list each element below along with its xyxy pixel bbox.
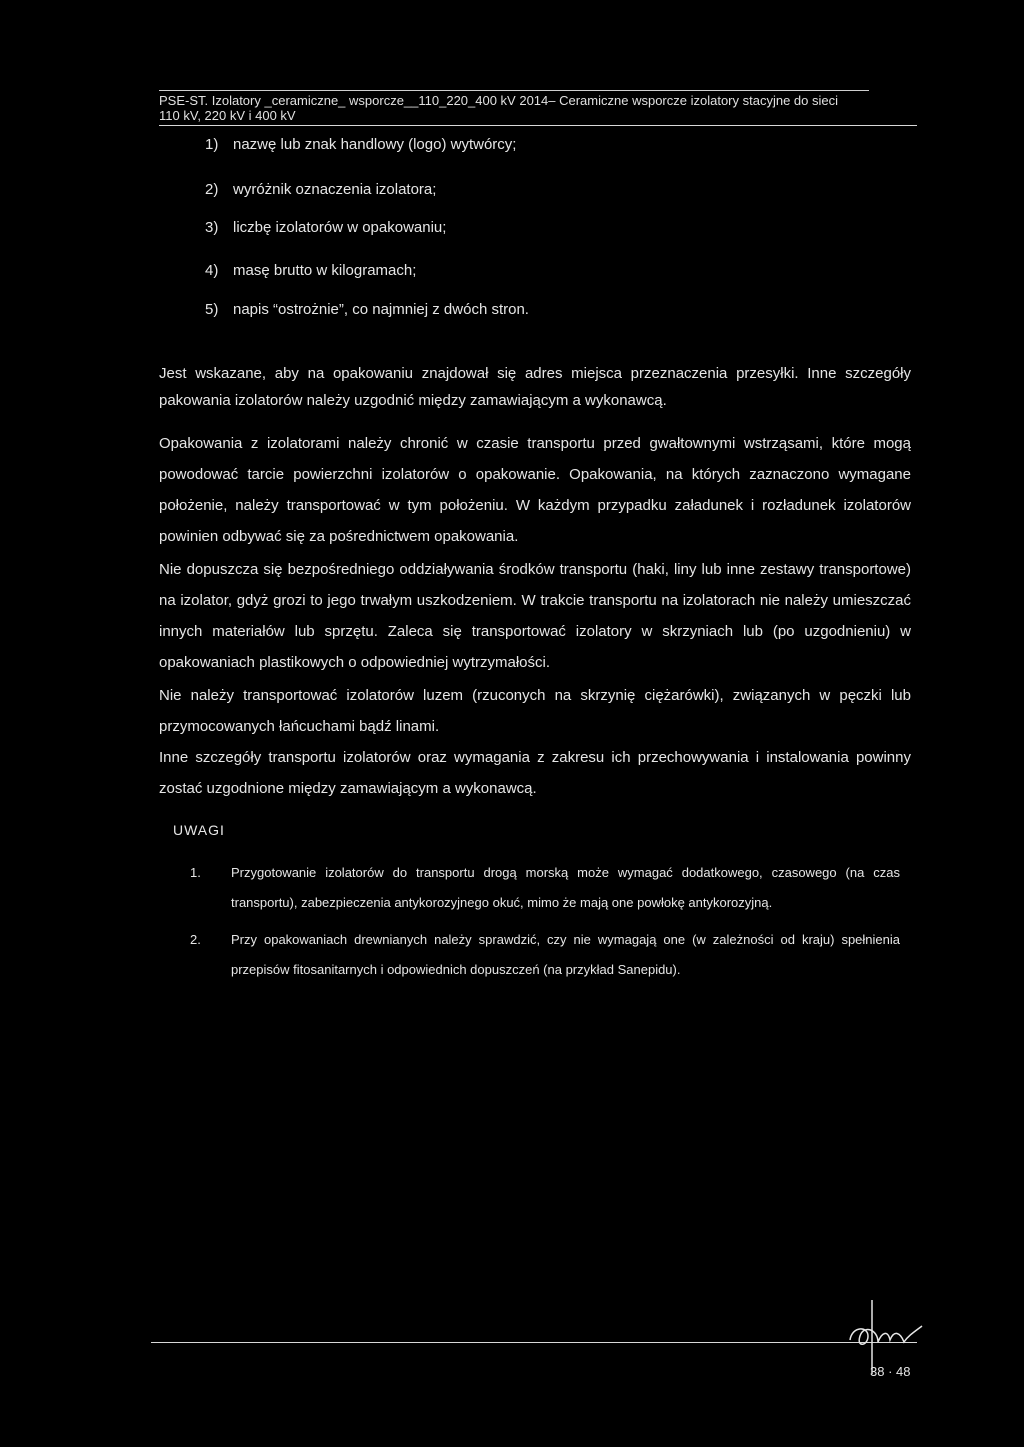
note-number: 1. [190, 865, 201, 880]
list-item [205, 262, 416, 279]
list-item-number: 3) [205, 219, 219, 236]
list-item-text: wyróżnik oznaczenia izolatora; [233, 181, 437, 198]
note-number: 2. [190, 932, 201, 947]
list-item-number: 1) [205, 136, 219, 153]
header-line-2: 110 kV, 220 kV i 400 kV [159, 108, 296, 123]
paragraph-address: Jest wskazane, aby na opakowaniu znajdował się adres miejsca przeznaczenia przesyłki. Inne szczegóły pakowania izolatorów należy uzgodnić między zamawiającym a wykonawcą. [159, 365, 911, 409]
notes-heading: UWAGI [173, 822, 225, 838]
list-item-text: masę brutto w kilogramach; [233, 262, 417, 279]
footer-divider [151, 1342, 917, 1343]
list-item [205, 219, 446, 236]
list-item [205, 301, 529, 318]
list-item-number: 4) [205, 262, 219, 279]
header-divider [159, 125, 917, 126]
note-text: Przygotowanie izolatorów do transportu drogą morską może wymagać dodatkowego, czasowego (na czas transportu), zabezpieczenia antykorozyjnego okuć, mimo że mają one powłokę antykorozyjną. [231, 865, 900, 910]
list-item-number: 2) [205, 181, 219, 198]
paragraph-transport-means: Nie dopuszcza się bezpośredniego oddziaływania środków transportu (haki, liny lub inne zestawy transportowe) na izolator, gdyż grozi to jego trwałym uszkodzeniem. W trakcie transportu na izolatorach nie należy umieszczać innych materiałów lub sprzętu. Zaleca się transportować izolatory w skrzyniach lub (po uzgodnieniu) w opakowaniach plastikowych o odpowiedniej wytrzymałości. [159, 561, 911, 671]
list-item-text: liczbę izolatorów w opakowaniu; [233, 219, 447, 236]
list-item [205, 136, 516, 153]
note-item [190, 858, 900, 918]
page-number: 38 · 48 [870, 1364, 911, 1379]
note-item [190, 925, 900, 985]
list-item-number: 5) [205, 301, 219, 318]
paragraph-protection: Opakowania z izolatorami należy chronić w czasie transportu przed gwałtownymi wstrząsami, które mogą powodować tarcie powierzchni izolatorów o opakowanie. Opakowania, na których zaznaczono wymagane położenie, należy transportować w tym położeniu. W każdym przypadku załadunek i rozładunek izolatorów powinien odbywać się za pośrednictwem opakowania. [159, 435, 911, 545]
header-line-1: PSE-ST. Izolatory _ceramiczne_ wsporcze__110_220_400 kV 2014– Ceramiczne wsporcze izolatory stacyjne do sieci [159, 93, 838, 108]
document-header [159, 90, 869, 123]
paragraph-other-details: Inne szczegóły transportu izolatorów oraz wymagania z zakresu ich przechowywania i instalowania powinny zostać uzgodnione między zamawiającym a wykonawcą. [159, 749, 911, 797]
list-item-text: nazwę lub znak handlowy (logo) wytwórcy; [233, 136, 517, 153]
paragraph-loose-transport: Nie należy transportować izolatorów luzem (rzuconych na skrzynię ciężarówki), związanych w pęczki lub przymocowanych łańcuchami bądź linami. [159, 687, 911, 735]
note-text: Przy opakowaniach drewnianych należy sprawdzić, czy nie wymagają one (w zależności od kraju) spełnienia przepisów fitosanitarnych i odpowiednich dopuszczeń (na przykład Sanepidu). [231, 932, 900, 977]
list-item [205, 181, 436, 198]
list-item-text: napis “ostrożnie”, co najmniej z dwóch stron. [233, 301, 529, 318]
